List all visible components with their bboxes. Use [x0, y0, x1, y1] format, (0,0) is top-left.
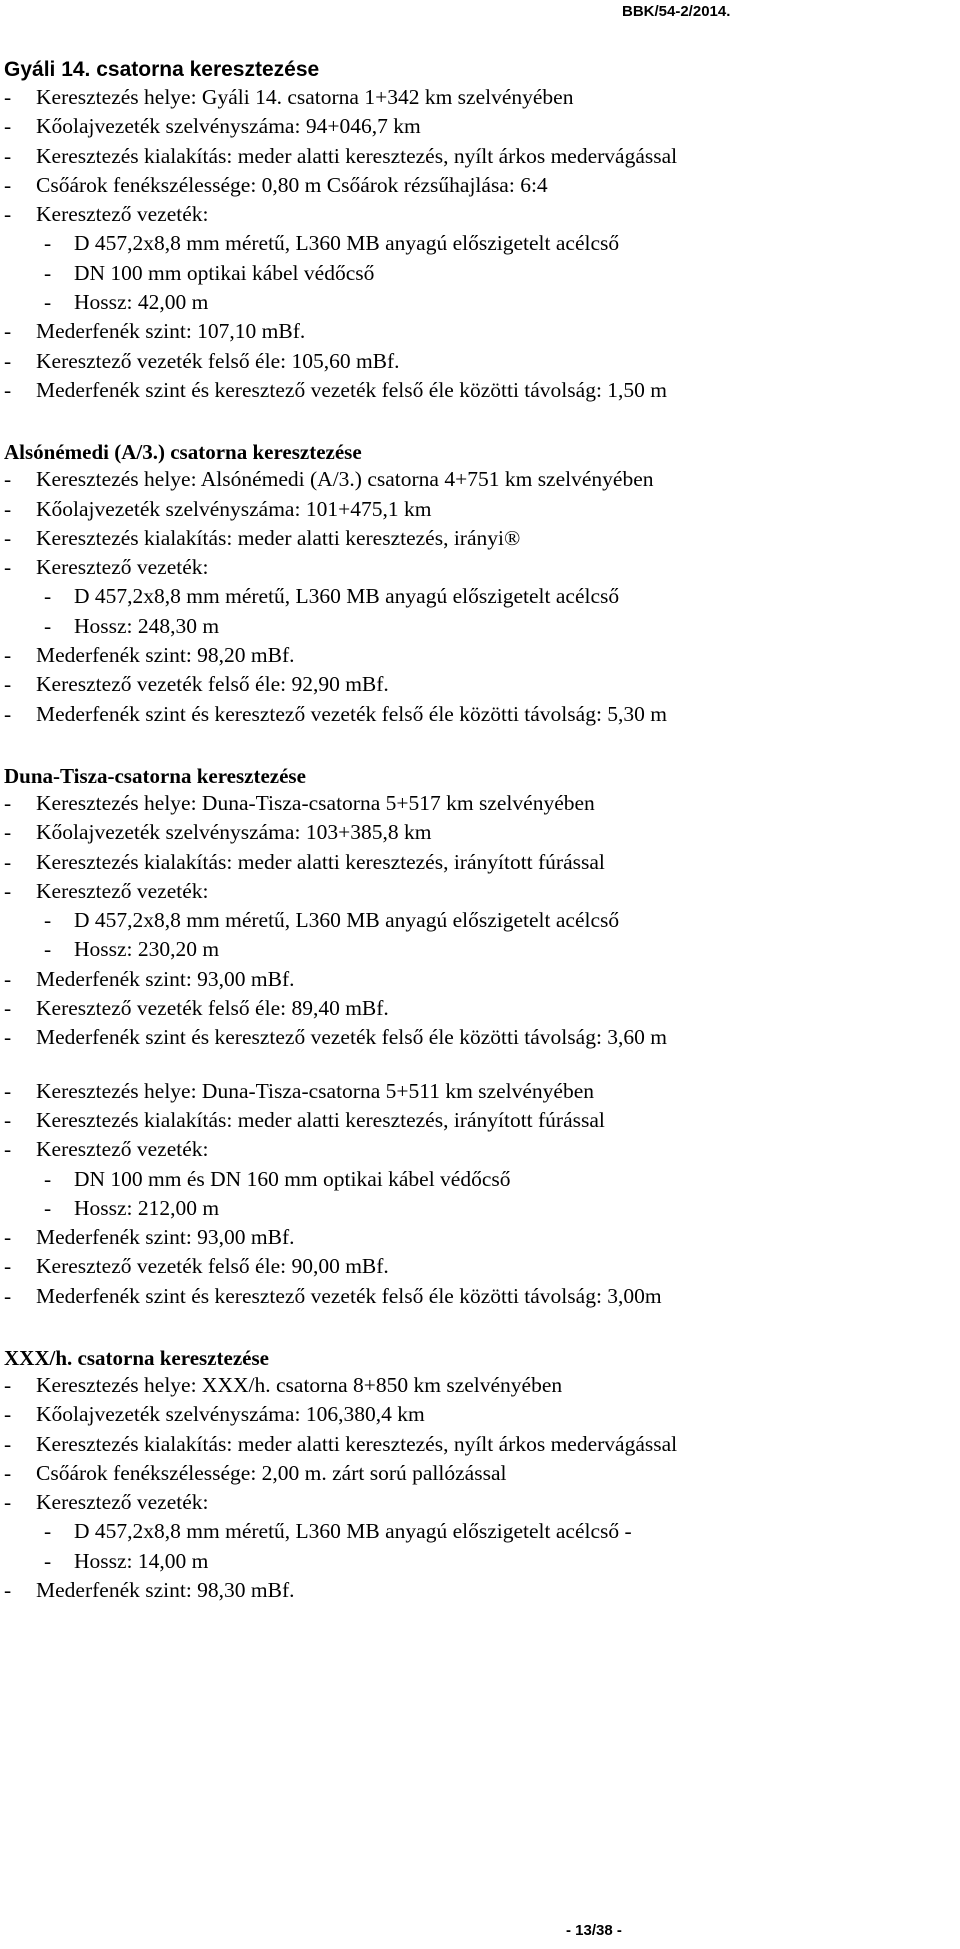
list-bullet: - [4, 114, 12, 139]
list-item-text: Keresztező vezeték: [36, 202, 209, 227]
list-item-text: Mederfenék szint és keresztező vezeték felső éle közötti távolság: 5,30 m [36, 701, 668, 726]
sub-list-item [4, 582, 956, 611]
sub-list-item [4, 1517, 956, 1546]
list-item-text: Keresztezés kialakítás: meder alatti keresztezés, irányi® [36, 525, 521, 550]
list-bullet: - [44, 231, 52, 256]
list-item [4, 1459, 956, 1488]
list-item-text: Mederfenék szint: 93,00 mBf. [36, 1225, 295, 1250]
list-item [4, 1023, 956, 1052]
list-bullet: - [4, 348, 12, 373]
list-item [4, 83, 956, 112]
list-item [4, 641, 956, 670]
list-item-text: DN 100 mm optikai kábel védőcső [74, 260, 375, 285]
list-item-text: Keresztezés kialakítás: meder alatti keresztezés, nyílt árkos medervágással [36, 143, 678, 168]
list-item [4, 200, 956, 229]
list-item [4, 142, 956, 171]
list-item [4, 553, 956, 582]
list-bullet: - [4, 202, 12, 227]
paragraph-gap [4, 1053, 956, 1077]
list-item [4, 818, 956, 847]
list-item-text: Keresztezés helye: Duna-Tisza-csatorna 5+517 km szelvényében [36, 790, 595, 815]
section [4, 1347, 956, 1605]
list-bullet: - [4, 1431, 12, 1456]
page-number: - 13/38 - [566, 1922, 622, 1939]
list-item [4, 1371, 956, 1400]
list-item [4, 524, 956, 553]
list-bullet: - [4, 966, 12, 991]
list-bullet: - [4, 1578, 12, 1603]
list-item [4, 112, 956, 141]
list-bullet: - [4, 1254, 12, 1279]
list-item-text: D 457,2x8,8 mm méretű, L360 MB anyagú előszigetelt acélcső [74, 584, 620, 609]
list-bullet: - [4, 1460, 12, 1485]
document-id: BBK/54-2/2014. [622, 3, 731, 20]
list-item-text: Csőárok fenékszélessége: 0,80 m Csőárok rézsűhajlása: 6:4 [36, 172, 548, 197]
list-bullet: - [4, 555, 12, 580]
list-bullet: - [4, 319, 12, 344]
list-item [4, 1488, 956, 1517]
list-item-text: Mederfenék szint és keresztező vezeték felső éle közötti távolság: 1,50 m [36, 377, 668, 402]
list-bullet: - [44, 584, 52, 609]
list-item [4, 347, 956, 376]
list-bullet: - [44, 1166, 52, 1191]
list-bullet: - [4, 143, 12, 168]
list-item-text: D 457,2x8,8 mm méretű, L360 MB anyagú előszigetelt acélcső [74, 908, 620, 933]
list-bullet: - [4, 849, 12, 874]
sub-list-item [4, 935, 956, 964]
list-item [4, 1223, 956, 1252]
list-item [4, 700, 956, 729]
list-item-text: Keresztezés kialakítás: meder alatti keresztezés, irányított fúrással [36, 849, 605, 874]
list-item [4, 1282, 956, 1311]
list-item-text: Mederfenék szint és keresztező vezeték felső éle közötti távolság: 3,00m [36, 1283, 662, 1308]
list-bullet: - [4, 1107, 12, 1132]
list-bullet: - [4, 377, 12, 402]
list-item-text: Kőolajvezeték szelvényszáma: 103+385,8 km [36, 820, 432, 845]
list-item [4, 376, 956, 405]
list-item-text: Keresztező vezeték felső éle: 90,00 mBf. [36, 1254, 389, 1279]
list-bullet: - [4, 1137, 12, 1162]
list-item [4, 670, 956, 699]
section [4, 765, 956, 1311]
list-bullet: - [4, 85, 12, 109]
list-item [4, 965, 956, 994]
sub-list-item [4, 288, 956, 317]
list-item [4, 495, 956, 524]
list-bullet: - [4, 1372, 12, 1397]
list-bullet: - [4, 643, 12, 668]
list-bullet: - [4, 878, 12, 903]
list-bullet: - [44, 613, 52, 638]
list-item-text: D 457,2x8,8 mm méretű, L360 MB anyagú előszigetelt acélcső [74, 231, 620, 256]
list-item [4, 994, 956, 1023]
list-bullet: - [44, 1195, 52, 1220]
list-bullet: - [4, 1078, 12, 1103]
section-title: Alsónémedi (A/3.) csatorna keresztezése [4, 440, 362, 465]
list-item-text: Mederfenék szint: 98,20 mBf. [36, 643, 295, 668]
list-item [4, 1135, 956, 1164]
list-bullet: - [4, 1225, 12, 1250]
list-item-text: Mederfenék szint: 98,30 mBf. [36, 1578, 295, 1603]
list-item-text: Keresztező vezeték felső éle: 105,60 mBf. [36, 348, 400, 373]
list-item-text: Keresztezés kialakítás: meder alatti keresztezés, nyílt árkos medervágással [36, 1431, 678, 1456]
list-item-text: DN 100 mm és DN 160 mm optikai kábel védőcső [74, 1166, 511, 1191]
list-item-text: Mederfenék szint és keresztező vezeték felső éle közötti távolság: 3,60 m [36, 1025, 668, 1050]
list-item-text: Mederfenék szint: 107,10 mBf. [36, 319, 306, 344]
list-item-text: Keresztezés kialakítás: meder alatti keresztezés, irányított fúrással [36, 1107, 605, 1132]
section-title: Gyáli 14. csatorna keresztezése [4, 58, 320, 81]
list-bullet: - [4, 672, 12, 697]
list-bullet: - [4, 1402, 12, 1427]
list-bullet: - [4, 1025, 12, 1050]
list-item-text: Hossz: 14,00 m [74, 1548, 209, 1573]
list-bullet: - [4, 1490, 12, 1515]
list-item-text: Keresztezés helye: Alsónémedi (A/3.) csatorna 4+751 km szelvényében [36, 467, 654, 492]
list-item [4, 1430, 956, 1459]
list-item-text: Keresztezés helye: XXX/h. csatorna 8+850 km szelvényében [36, 1372, 563, 1397]
list-item-text: Kőolajvezeték szelvényszáma: 101+475,1 km [36, 496, 432, 521]
section [4, 59, 956, 405]
list-item-text: Hossz: 42,00 m [74, 290, 209, 315]
list-item [4, 1252, 956, 1281]
list-bullet: - [44, 908, 52, 933]
list-item-text: Keresztező vezeték felső éle: 89,40 mBf. [36, 996, 389, 1021]
list-bullet: - [4, 1283, 12, 1308]
list-item [4, 848, 956, 877]
list-item [4, 789, 956, 818]
sub-list-item [4, 612, 956, 641]
list-bullet: - [4, 820, 12, 845]
section-title: Duna-Tisza-csatorna keresztezése [4, 763, 306, 788]
list-item [4, 465, 956, 494]
list-item [4, 1400, 956, 1429]
list-bullet: - [44, 1519, 52, 1544]
list-item-text: Keresztező vezeték: [36, 1137, 209, 1162]
list-bullet: - [4, 790, 12, 815]
list-bullet: - [4, 172, 12, 197]
list-item [4, 1106, 956, 1135]
sub-list-item [4, 229, 956, 258]
list-bullet: - [44, 937, 52, 962]
list-bullet: - [4, 467, 12, 492]
list-item-text: Kőolajvezeték szelvényszáma: 106,380,4 km [36, 1402, 425, 1427]
list-item [4, 1576, 956, 1605]
list-bullet: - [44, 290, 52, 315]
list-item-text: Kőolajvezeték szelvényszáma: 94+046,7 km [36, 114, 421, 139]
list-bullet: - [4, 701, 12, 726]
list-item-text: Keresztező vezeték: [36, 878, 209, 903]
sub-list-item [4, 1194, 956, 1223]
list-item-text: Keresztező vezeték: [36, 1490, 209, 1515]
section-title: XXX/h. csatorna keresztezése [4, 1345, 269, 1370]
list-item-text: Keresztezés helye: Duna-Tisza-csatorna 5+511 km szelvényében [36, 1078, 594, 1103]
list-item [4, 877, 956, 906]
list-item-text: Hossz: 248,30 m [74, 613, 220, 638]
list-item-text: Hossz: 212,00 m [74, 1195, 220, 1220]
list-item-text: Keresztező vezeték: [36, 555, 209, 580]
sub-list-item [4, 906, 956, 935]
list-bullet: - [4, 996, 12, 1021]
list-bullet: - [4, 525, 12, 550]
list-item-text: D 457,2x8,8 mm méretű, L360 MB anyagú előszigetelt acélcső - [74, 1519, 632, 1544]
list-bullet: - [44, 1548, 52, 1573]
list-item-text: Keresztező vezeték felső éle: 92,90 mBf. [36, 672, 389, 697]
sub-list-item [4, 1165, 956, 1194]
sub-list-item [4, 1547, 956, 1576]
document-body [4, 59, 956, 1605]
list-item [4, 1077, 956, 1106]
list-item-text: Keresztezés helye: Gyáli 14. csatorna 1+342 km szelvényében [36, 85, 574, 109]
list-item-text: Hossz: 230,20 m [74, 937, 220, 962]
list-item [4, 171, 956, 200]
list-bullet: - [4, 496, 12, 521]
section [4, 441, 956, 729]
sub-list-item [4, 259, 956, 288]
list-bullet: - [44, 260, 52, 285]
list-item-text: Mederfenék szint: 93,00 mBf. [36, 966, 295, 991]
list-item [4, 317, 956, 346]
list-item-text: Csőárok fenékszélessége: 2,00 m. zárt sorú pallózással [36, 1460, 507, 1485]
